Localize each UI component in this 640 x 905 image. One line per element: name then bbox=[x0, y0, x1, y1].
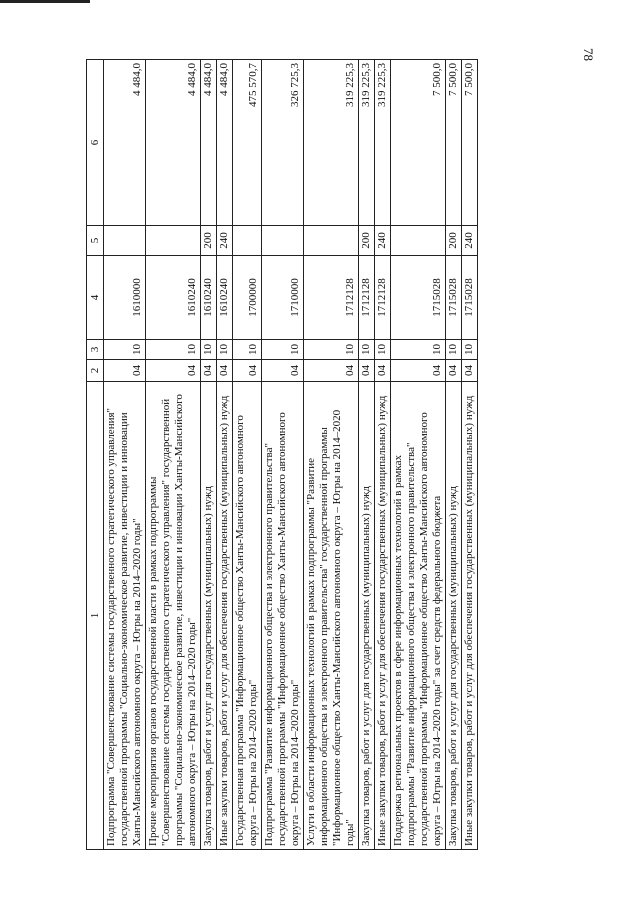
section-code-cell: 04 bbox=[446, 360, 462, 382]
subsection-code-cell: 10 bbox=[359, 340, 375, 360]
expense-type-cell: 200 bbox=[446, 226, 462, 256]
name-cell: Услуги в области информационных технологий в рамках подпрограммы "Развитие информационного общества и электронного правительства" государственной программы "Информационное общество Ханты-Мансийского автономного округа – Югры на 2014–2020 годы" bbox=[304, 382, 359, 850]
expense-type-cell: 240 bbox=[462, 226, 478, 256]
section-code-cell: 04 bbox=[104, 360, 146, 382]
amount-cell: 7 500,0 bbox=[391, 60, 446, 226]
table-row bbox=[146, 60, 201, 850]
section-code-cell: 04 bbox=[359, 360, 375, 382]
table-row bbox=[375, 60, 391, 850]
table-row bbox=[359, 60, 375, 850]
target-code-cell: 1715028 bbox=[462, 256, 478, 340]
name-cell: Прочие мероприятия органов государственной власти в рамках подпрограммы "Совершенствование системы государственного стратегического управления" государственной программы "Социально-экономическое развитие, инвестиции и инновации Ханты-Мансийского автономного округа – Югры на 2014–2020 годы" bbox=[146, 382, 201, 850]
expense-type-cell: 200 bbox=[201, 226, 217, 256]
section-code-cell: 04 bbox=[304, 360, 359, 382]
table-row bbox=[217, 60, 233, 850]
section-code-cell: 04 bbox=[233, 360, 262, 382]
header-cell: 6 bbox=[87, 60, 104, 226]
amount-cell: 4 484,0 bbox=[146, 60, 201, 226]
subsection-code-cell: 10 bbox=[262, 340, 304, 360]
expense-type-cell bbox=[104, 226, 146, 256]
name-cell: Подпрограмма "Совершенствование системы государственного стратегического управления" государственной программы "Социально-экономическое развитие, инвестиции и инновации Ханты-Мансийского автономного округа – Югры на 2014–2020 годы" bbox=[104, 382, 146, 850]
expense-type-cell: 240 bbox=[375, 226, 391, 256]
expense-type-cell bbox=[304, 226, 359, 256]
subsection-code-cell: 10 bbox=[304, 340, 359, 360]
subsection-code-cell: 10 bbox=[462, 340, 478, 360]
subsection-code-cell: 10 bbox=[375, 340, 391, 360]
table-row bbox=[462, 60, 478, 850]
name-cell: Иные закупки товаров, работ и услуг для обеспечения государственных (муниципальных) нужд bbox=[375, 382, 391, 850]
header-cell: 1 bbox=[87, 382, 104, 850]
table-row bbox=[201, 60, 217, 850]
target-code-cell: 1610240 bbox=[201, 256, 217, 340]
name-cell: Иные закупки товаров, работ и услуг для обеспечения государственных (муниципальных) нужд bbox=[217, 382, 233, 850]
amount-cell: 319 225,3 bbox=[375, 60, 391, 226]
table-row bbox=[262, 60, 304, 850]
target-code-cell: 1712128 bbox=[304, 256, 359, 340]
rotated-table-container bbox=[86, 60, 585, 850]
name-cell: Государственная программа "Информационное общество Ханты-Мансийского автономного округа – Югры на 2014–2020 годы" bbox=[233, 382, 262, 850]
name-cell: Подпрограмма "Развитие информационного общества и электронного правительства" государственной программы "Информационное общество Ханты-Мансийского автономного округа – Югры на 2014–2020 годы" bbox=[262, 382, 304, 850]
amount-cell: 4 484,0 bbox=[217, 60, 233, 226]
name-cell: Закупка товаров, работ и услуг для государственных (муниципальных) нужд bbox=[446, 382, 462, 850]
amount-cell: 475 570,7 bbox=[233, 60, 262, 226]
amount-cell: 319 225,3 bbox=[359, 60, 375, 226]
subsection-code-cell: 10 bbox=[104, 340, 146, 360]
name-cell: Поддержка региональных проектов в сфере информационных технологий в рамках подпрограммы "Развитие информационного общества и электронного правительства" государственной программы "Информационное общество Ханты-Мансийского автономного округа – Югры на 2014–2020 годы" за счет средств федерального бюджета bbox=[391, 382, 446, 850]
scan-edge-mark bbox=[0, 0, 90, 3]
target-code-cell: 1610000 bbox=[104, 256, 146, 340]
expense-type-cell bbox=[146, 226, 201, 256]
section-code-cell: 04 bbox=[146, 360, 201, 382]
table-body bbox=[104, 60, 478, 850]
name-cell: Закупка товаров, работ и услуг для государственных (муниципальных) нужд bbox=[201, 382, 217, 850]
section-code-cell: 04 bbox=[201, 360, 217, 382]
amount-cell: 319 225,3 bbox=[304, 60, 359, 226]
table-row bbox=[391, 60, 446, 850]
amount-cell: 4 484,0 bbox=[201, 60, 217, 226]
target-code-cell: 1715028 bbox=[391, 256, 446, 340]
target-code-cell: 1712128 bbox=[359, 256, 375, 340]
target-code-cell: 1700000 bbox=[233, 256, 262, 340]
table-row bbox=[104, 60, 146, 850]
subsection-code-cell: 10 bbox=[201, 340, 217, 360]
subsection-code-cell: 10 bbox=[391, 340, 446, 360]
page-number: 78 bbox=[581, 48, 596, 61]
subsection-code-cell: 10 bbox=[233, 340, 262, 360]
expense-type-cell bbox=[391, 226, 446, 256]
target-code-cell: 1715028 bbox=[446, 256, 462, 340]
subsection-code-cell: 10 bbox=[146, 340, 201, 360]
section-code-cell: 04 bbox=[217, 360, 233, 382]
section-code-cell: 04 bbox=[462, 360, 478, 382]
subsection-code-cell: 10 bbox=[217, 340, 233, 360]
expense-type-cell bbox=[233, 226, 262, 256]
name-cell: Закупка товаров, работ и услуг для государственных (муниципальных) нужд bbox=[359, 382, 375, 850]
name-cell: Иные закупки товаров, работ и услуг для обеспечения государственных (муниципальных) нужд bbox=[462, 382, 478, 850]
section-code-cell: 04 bbox=[391, 360, 446, 382]
header-cell: 5 bbox=[87, 226, 104, 256]
header-cell: 4 bbox=[87, 256, 104, 340]
table-row bbox=[233, 60, 262, 850]
expense-type-cell: 200 bbox=[359, 226, 375, 256]
expense-type-cell: 240 bbox=[217, 226, 233, 256]
budget-table bbox=[86, 59, 478, 850]
section-code-cell: 04 bbox=[375, 360, 391, 382]
expense-type-cell bbox=[262, 226, 304, 256]
table-row bbox=[304, 60, 359, 850]
target-code-cell: 1710000 bbox=[262, 256, 304, 340]
header-cell: 3 bbox=[87, 340, 104, 360]
header-row bbox=[87, 60, 104, 850]
target-code-cell: 1610240 bbox=[146, 256, 201, 340]
target-code-cell: 1712128 bbox=[375, 256, 391, 340]
subsection-code-cell: 10 bbox=[446, 340, 462, 360]
amount-cell: 7 500,0 bbox=[462, 60, 478, 226]
section-code-cell: 04 bbox=[262, 360, 304, 382]
rotated-table-inner bbox=[86, 60, 585, 850]
target-code-cell: 1610240 bbox=[217, 256, 233, 340]
table-row bbox=[446, 60, 462, 850]
amount-cell: 326 725,3 bbox=[262, 60, 304, 226]
header-cell: 2 bbox=[87, 360, 104, 382]
amount-cell: 7 500,0 bbox=[446, 60, 462, 226]
amount-cell: 4 484,0 bbox=[104, 60, 146, 226]
